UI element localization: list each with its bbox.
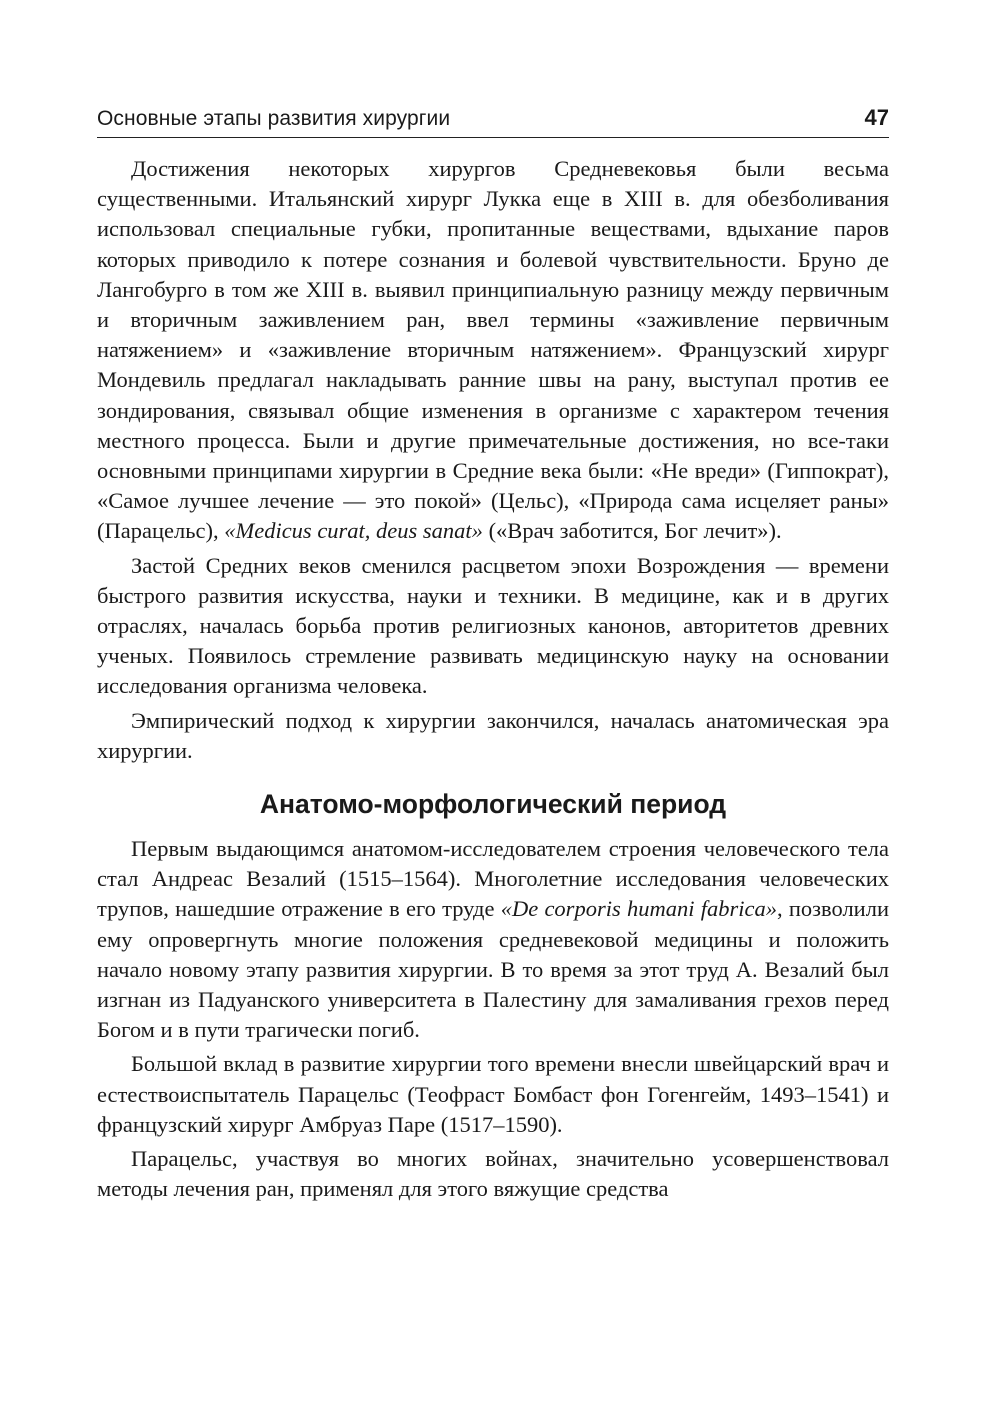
- paragraph-2: Застой Средних веков сменился расцветом эпохи Возрождения — времени быстрого развития искусства, науки и техники. В медицине, как и в других отраслях, началась борьба против религиозных канонов, авторитетов древних ученых. Появилось стремление развивать медицинскую науку на основании исследования организма человека.: [97, 552, 889, 699]
- page-body: [97, 154, 889, 1209]
- paragraph-4-text-a: Первым выдающимся анатомом-исследователем строения человеческого тела стал Андреас Везалий (1515–1564). Многолетние исследования человеческих трупов, нашедшие отражение в его труде: [97, 836, 889, 922]
- paragraph-3: Эмпирический подход к хирургии закончился, началась анатомическая эра хирургии.: [97, 707, 889, 763]
- paragraph-5: Большой вклад в развитие хирургии того времени внесли швейцарский врач и естествоиспытатель Парацельс (Теофраст Бомбаст фон Гогенгейм, 1493–1541) и французский хирург Амбруаз Паре (1517–1590).: [97, 1051, 889, 1137]
- paragraph-1: [97, 154, 889, 547]
- paragraph-1-latin-quote: «Medicus curat, deus sanat»: [224, 518, 483, 544]
- paragraph-4: [97, 834, 889, 1045]
- paragraph-1-text-b: («Врач заботится, Бог лечит»).: [482, 518, 782, 544]
- page-number: 47: [864, 105, 889, 130]
- paragraph-4-text-b: , позволили ему опровергнуть многие положения средневековой медицины и положить начало новому этапу развития хирургии. В то время за этот труд А. Везалий был изгнан из Падуанского университета в Палестину для замаливания грехов перед Богом и в пути трагически погиб.: [97, 896, 889, 1043]
- paragraph-4-latin-title: «De corporis humani fabrica»: [500, 896, 777, 922]
- section-heading: Анатомо-морфологический период: [259, 789, 727, 820]
- paragraph-1-text-a: Достижения некоторых хирургов Средневековья были весьма существенными. Итальянский хирург Лукка еще в XIII в. для обезболивания использовал специальные губки, пропитанные веществами, вдыхание паров которых приводило к потере сознания и болевой чувствительности. Бруно де Лангобурго в том же XIII в. выявил принципиальную разницу между первичным и вторичным заживлением ран, ввел термины «заживление первичным натяжением» и «заживление вторичным натяжением». Французский хирург Мондевиль предлагал накладывать ранние швы на рану, выступал против ее зондирования, связывал общие изменения в организме с характером течения местного процесса. Были и другие примечательные достижения, но все-таки основными принципами хирургии в Средние века были: «Не вреди» (Гиппократ), «Самое лучшее лечение — это покой» (Цельс), «Природа сама исцеляет раны» (Парацельс),: [97, 156, 889, 544]
- header-title: Основные этапы развития хирургии: [97, 107, 451, 130]
- running-header: [97, 103, 889, 138]
- paragraph-6: Парацельс, участвуя во многих войнах, значительно усовершенствовал методы лечения ран, применял для этого вяжущие средства: [97, 1146, 889, 1202]
